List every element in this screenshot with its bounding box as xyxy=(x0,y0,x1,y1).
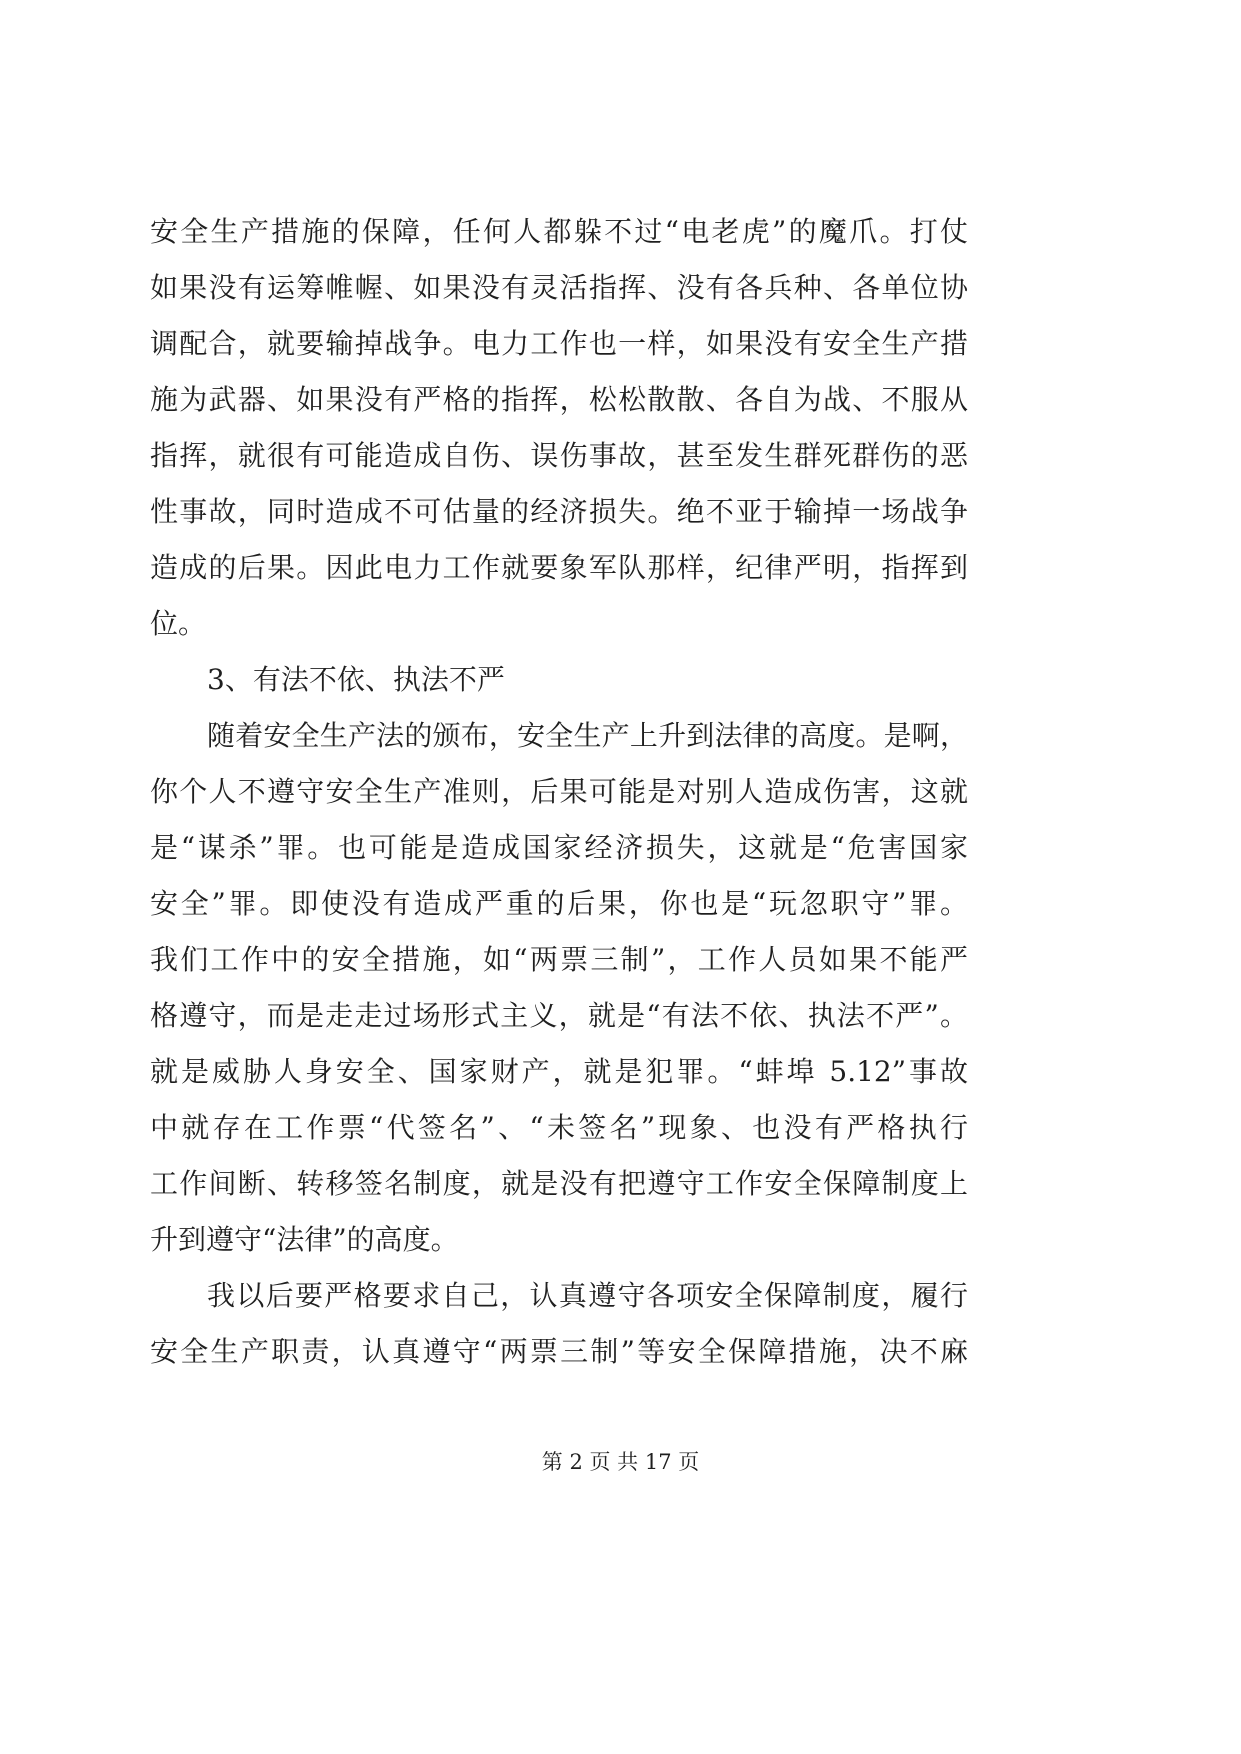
text-line: 我们工作中的安全措施，如“两票三制”，工作人员如果不能严 xyxy=(150,943,968,976)
text-line: 位。 xyxy=(150,607,207,640)
text-line: 如果没有运筹帷幄、如果没有灵活指挥、没有各兵种、各单位协 xyxy=(150,271,968,304)
text-line: 施为武器、如果没有严格的指挥，松松散散、各自为战、不服从 xyxy=(150,383,968,416)
document-body xyxy=(150,204,968,1380)
text-line: 格遵守，而是走走过场形式主义，就是“有法不依、执法不严”。 xyxy=(150,999,968,1032)
paragraph-safety-law xyxy=(150,708,968,1268)
text-line: 性事故，同时造成不可估量的经济损失。绝不亚于输掉一场战争 xyxy=(150,495,968,528)
text-line: 就是威胁人身安全、国家财产，就是犯罪。“蚌埠 5.12”事故 xyxy=(150,1055,968,1088)
section-heading-text: 3、有法不依、执法不严 xyxy=(207,663,505,696)
page-number-footer: 第 2 页 共 17 页 xyxy=(541,1450,700,1474)
text-line: 我以后要严格要求自己，认真遵守各项安全保障制度，履行 xyxy=(207,1279,968,1312)
text-line: 造成的后果。因此电力工作就要象军队那样，纪律严明，指挥到 xyxy=(150,551,968,584)
text-line: 随着安全生产法的颁布，安全生产上升到法律的高度。是啊， xyxy=(207,719,968,752)
text-line: 你个人不遵守安全生产准则，后果可能是对别人造成伤害，这就 xyxy=(150,775,968,808)
section-heading xyxy=(150,652,968,708)
text-line: 中就存在工作票“代签名”、“未签名”现象、也没有严格执行 xyxy=(150,1111,968,1144)
text-line: 升到遵守“法律”的高度。 xyxy=(150,1223,459,1256)
text-line: 指挥，就很有可能造成自伤、误伤事故，甚至发生群死群伤的恶 xyxy=(150,439,968,472)
text-line: 是“谋杀”罪。也可能是造成国家经济损失，这就是“危害国家 xyxy=(150,831,968,864)
text-line: 调配合，就要输掉战争。电力工作也一样，如果没有安全生产措 xyxy=(150,327,968,360)
paragraph-personal-commitment xyxy=(150,1268,968,1380)
text-line: 安全生产职责，认真遵守“两票三制”等安全保障措施，决不麻 xyxy=(150,1335,968,1368)
text-line: 安全生产措施的保障，任何人都躲不过“电老虎”的魔爪。打仗 xyxy=(150,215,968,248)
paragraph-electric-work xyxy=(150,204,968,652)
text-line: 安全”罪。即使没有造成严重的后果，你也是“玩忽职守”罪。 xyxy=(150,887,968,920)
text-line: 工作间断、转移签名制度，就是没有把遵守工作安全保障制度上 xyxy=(150,1167,968,1200)
